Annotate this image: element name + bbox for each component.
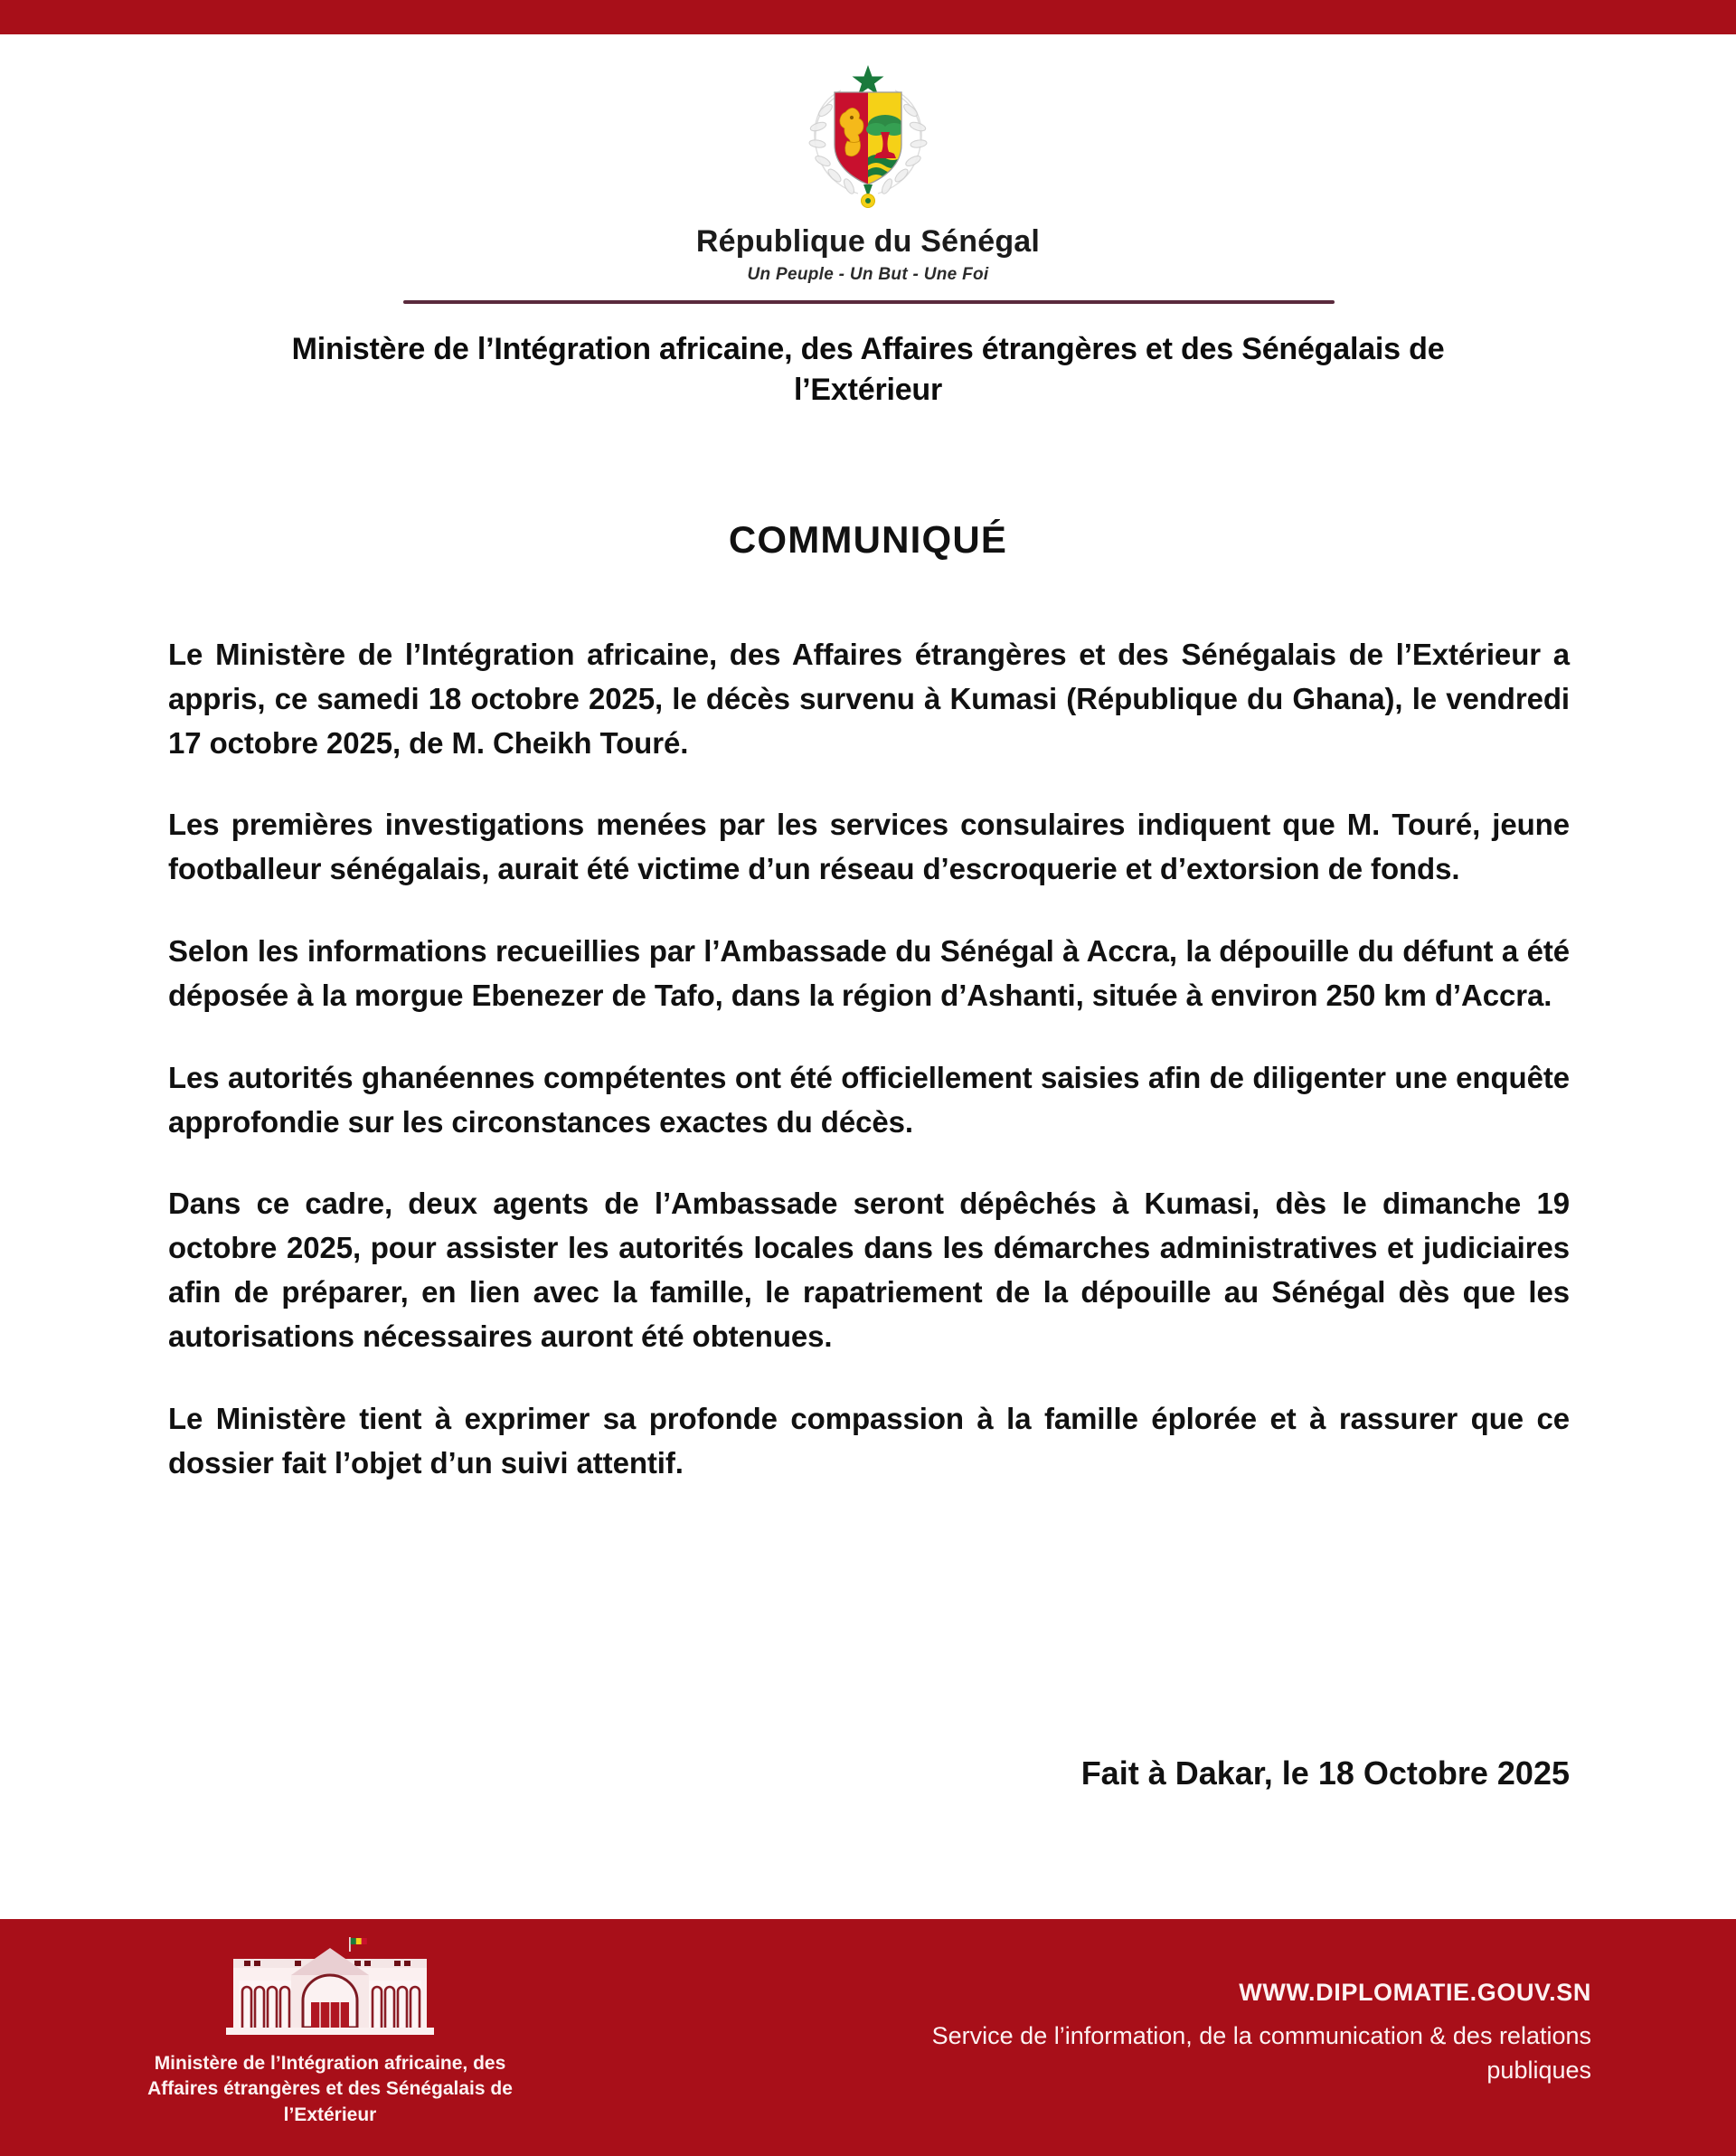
header-divider xyxy=(403,300,1335,304)
signoff-date: Fait à Dakar, le 18 Octobre 2025 xyxy=(1080,1754,1570,1792)
paragraph: Le Ministère tient à exprimer sa profonde compassion à la famille éplorée et à rassurer que ce dossier fait l’objet d’un suivi attentif. xyxy=(168,1401,1570,1480)
footer-website-link[interactable]: WWW.DIPLOMATIE.GOUV.SN xyxy=(1239,1979,1591,2006)
coat-of-arms-container xyxy=(0,56,1736,213)
ministry-title: Ministère de l’Intégration africaine, des Affaires étrangères et des Sénégalais de l’Extérieur xyxy=(291,332,1445,408)
national-motto: Un Peuple - Un But - Une Foi xyxy=(747,265,989,284)
ministry-building-icon xyxy=(217,1935,443,2044)
green-star-icon xyxy=(853,65,884,95)
top-red-band xyxy=(0,0,1736,34)
footer-ministry-name: Ministère de l’Intégration africaine, des Affaires étrangères et des Sénégalais de l’Extérieur xyxy=(147,2053,513,2125)
footer-contact xyxy=(904,1979,1591,2088)
paragraph: Le Ministère de l’Intégration africaine, des Affaires étrangères et des Sénégalais de l’Extérieur a appris, ce samedi 18 octobre 2025, le décès survenu à Kumasi (République du Ghana), le vendredi 17 octobre 2025, de M. Cheikh Touré. xyxy=(168,638,1570,760)
paragraph: Les premières investigations menées par les services consulaires indiquent que M. Touré, jeune footballeur sénégalais, aurait été victime d’un réseau d’escroquerie et d’extorsion de fonds. xyxy=(168,808,1570,886)
paragraph: Les autorités ghanéennes compétentes ont été officiellement saisies afin de diligenter une enquête approfondie sur les circonstances exactes du décès. xyxy=(168,1060,1570,1139)
senegal-coat-of-arms-icon xyxy=(791,56,945,208)
republic-title: République du Sénégal xyxy=(695,224,1041,259)
paragraph: Dans ce cadre, deux agents de l’Ambassade seront dépêchés à Kumasi, dès le dimanche 19 octobre 2025, pour assister les autorités locales dans les démarches administratives et judiciaires afin de préparer, en lien avec la famille, le rapatriement de la dépouille au Sénégal dès que les autorisations nécessaires auront été obtenues. xyxy=(168,1187,1570,1353)
footer-service-name: Service de l’information, de la communication & des relations publiques xyxy=(931,2022,1591,2084)
footer-logo xyxy=(140,1935,520,2128)
page-title: COMMUNIQUÉ xyxy=(728,518,1008,561)
paragraph: Selon les informations recueillies par l’Ambassade du Sénégal à Accra, la dépouille du défunt a été déposée à la morgue Ebenezer de Tafo, dans la région d’Ashanti, située à environ 250 km d’Accra. xyxy=(168,934,1570,1012)
communique-body xyxy=(168,633,1570,1485)
